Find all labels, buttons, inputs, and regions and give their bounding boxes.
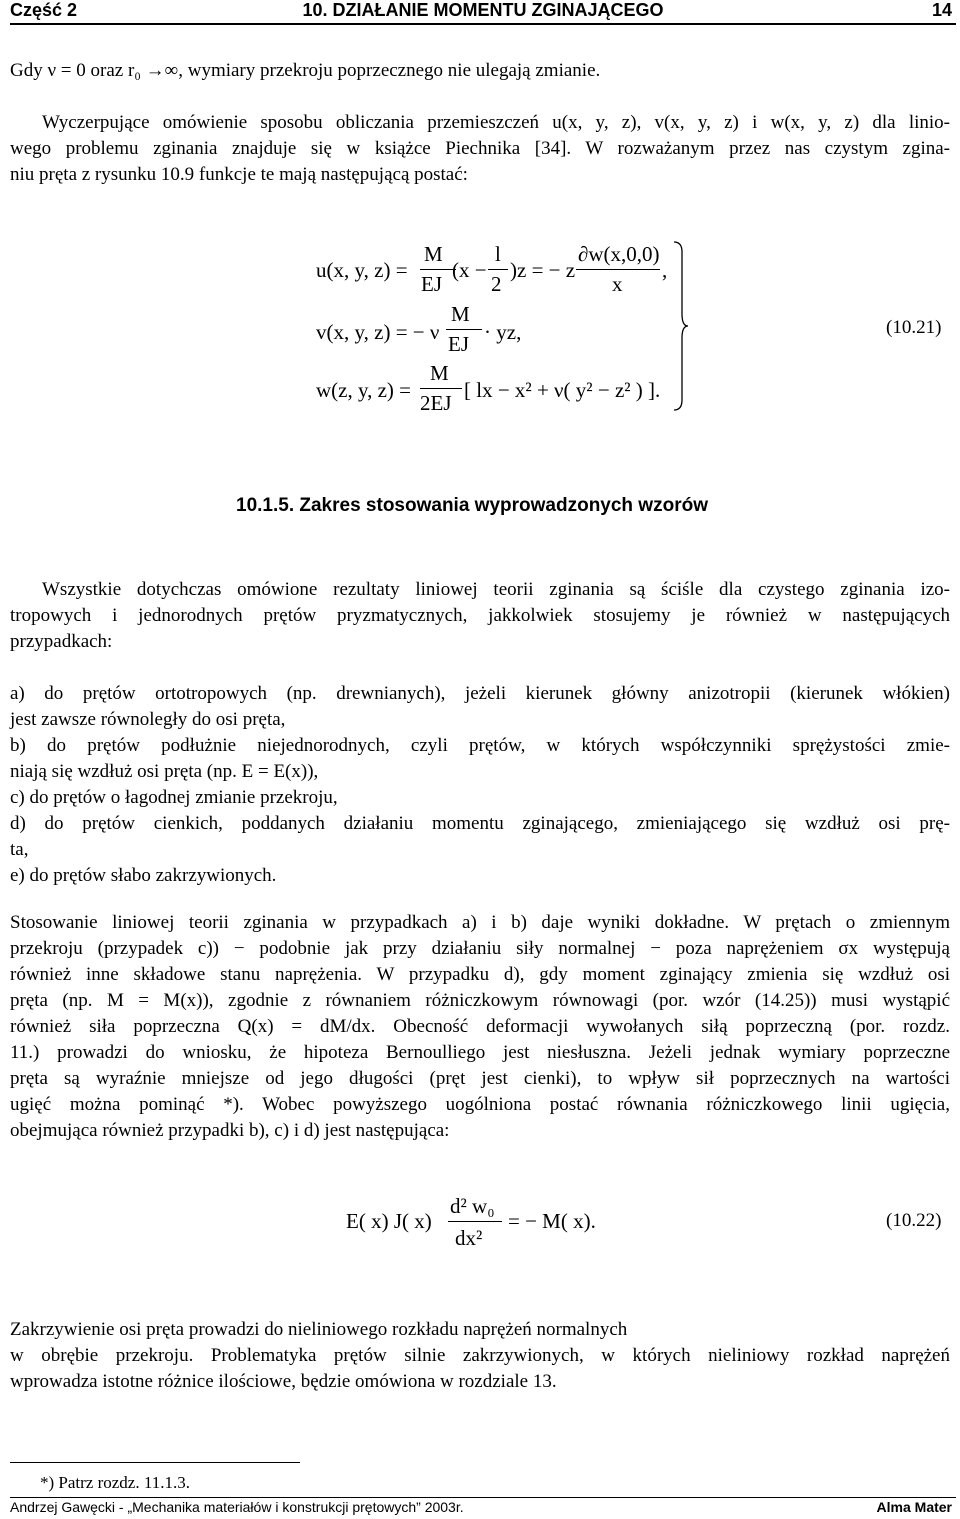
text-line: Stosowanie liniowej teorii zginania w przypadkach a) i b) daje wyniki dokładne. W prętach o zmiennym (10, 912, 950, 933)
eq2-lhs: E( x) J( x) (346, 1209, 432, 1233)
list-item: jest zawsze równoległy do osi pręta, (10, 709, 286, 730)
text-line: pręta (np. M = M(x)), zgodnie z równaniem różniczkowym równowagi (por. wzór (14.25)) musi wystąpić (10, 990, 950, 1011)
section-heading: 10.1.5. Zakres stosowania wyprowadzonych wzorów (236, 495, 708, 516)
paragraph-scope (10, 577, 950, 655)
list-item: ta, (10, 839, 29, 860)
eq-v-frac-den: EJ (448, 332, 469, 356)
eq-v-lhs: v(x, y, z) = − ν (316, 320, 440, 344)
eq-u-frac1-den: EJ (421, 272, 442, 296)
fraction-bar (576, 269, 660, 270)
part-label: Część 2 (10, 0, 78, 20)
text-line: Wyczerpujące omówienie sposobu obliczania przemieszczeń u(x, y, z), v(x, y, z) i w(x, y, z) dla linio- (42, 112, 950, 133)
text-line: ugięć można pominąć *). Wobec powyższego uogólniona postać równania różniczkowego linii ugięcia, (10, 1094, 950, 1115)
eq-w-tail: [ lx − x² + ν( y² − z² ) ]. (464, 378, 661, 402)
eq-w-frac-num: M (430, 361, 449, 385)
text-line: 11.) prowadzi do wniosku, że hipoteza Bernoulliego jest niesłuszna. Jeżeli jednak wymiary poprzeczne (10, 1042, 950, 1063)
eq-u-tail: )z = − z (510, 258, 576, 282)
eq-u-frac2-den: 2 (491, 272, 502, 296)
eq-u-mid: (x − (452, 258, 487, 282)
text-line: również inne składowe stanu naprężenia. W przypadku d), gdy moment zginający zmienia się wzdłuż osi (10, 964, 950, 985)
header-rule (10, 23, 956, 25)
text-line: niu pręta z rysunku 10.9 funkcje te mają następującą postać: (10, 164, 468, 185)
page-number: 14 (931, 0, 952, 20)
eq-u-comma: , (662, 258, 668, 282)
page-footer (10, 1499, 956, 1515)
text-line: Zakrzywienie osi pręta prowadzi do nieliniowego rozkładu naprężeń normalnych (10, 1319, 628, 1340)
eq2-frac-num: d² w₀ (450, 1194, 495, 1218)
equation-number: (10.21) (886, 317, 942, 338)
right-brace-icon (672, 240, 690, 412)
eq-v-frac-num: M (451, 302, 470, 326)
text-line: Wszystkie dotychczas omówione rezultaty liniowej teorii zginania są ściśle dla czystego zginania izo- (42, 579, 950, 600)
text-line: pręta są wyraźnie mniejsze od jego długości (pręt jest cienki), to wpływ sił poprzecznych na wartości (10, 1068, 950, 1089)
text-line: wprowadza istotne różnice ilościowe, będzie omówiona w rozdziale 13. (10, 1371, 557, 1392)
eq-w-frac-den: 2EJ (420, 391, 452, 415)
list-item: c) do prętów o łagodnej zmianie przekroju, (10, 787, 338, 808)
text-line: również siła poprzeczna Q(x) = dM/dx. Obecność deformacji wywołanych siłą poprzeczną (por. rozdz. (10, 1016, 950, 1037)
text-line: wego problemu zginania znajduje się w książce Piechnika [34]. W rozważanym przez nas czystym zgina- (10, 138, 950, 159)
fraction-bar (446, 329, 482, 330)
eq-u-frac3-num: ∂w(x,0,0) (578, 242, 660, 266)
eq-w-lhs: w(z, y, z) = (316, 378, 412, 402)
paragraph-intro (10, 58, 950, 84)
text-line: w obrębie przekroju. Problematyka prętów silnie zakrzywionych, w których nieliniowy rozkład naprężeń (10, 1345, 950, 1366)
paragraph-displacements (10, 110, 950, 188)
footer-citation: Andrzej Gawęcki - „Mechanika materiałów i konstrukcji prętowych” 2003r. (10, 1499, 464, 1515)
eq-u-frac2-num: l (495, 242, 501, 266)
footer-publisher: Alma Mater (876, 1499, 952, 1515)
eq-u-frac3-den: x (612, 272, 623, 296)
equation-number: (10.22) (886, 1210, 942, 1231)
list-item: niają się wzdłuż osi pręta (np. E = E(x)), (10, 761, 319, 782)
text-line: przypadkach: (10, 631, 113, 652)
fraction-bar (448, 1221, 502, 1222)
running-header (10, 0, 956, 22)
fraction-bar (420, 269, 456, 270)
footer-rule (10, 1497, 956, 1498)
eq-v-tail: · yz, (484, 320, 522, 344)
text-line: tropowych i jednorodnych prętów pryzmatycznych, jakkolwiek stosujemy je również w następujących (10, 605, 950, 626)
eq-u-lhs: u(x, y, z) = (316, 258, 408, 282)
chapter-title: 10. DZIAŁANIE MOMENTU ZGINAJĄCEGO (302, 0, 664, 20)
footnote: *) Patrz rozdz. 11.1.3. (40, 1473, 190, 1492)
case-list (10, 681, 950, 889)
footnote-rule (10, 1462, 300, 1463)
fraction-bar (488, 269, 508, 270)
fraction-bar (420, 388, 462, 389)
text-line: przekroju (przypadek c)) − podobnie jak przy działaniu siły normalnej − poza naprężeniem σx występują (10, 938, 950, 959)
list-item: d) do prętów cienkich, poddanych działaniu momentu zginającego, zmieniającego się wzdłuż osi prę- (10, 813, 950, 834)
list-item: a) do prętów ortotropowych (np. drewnianych), jeżeli kierunek główny anizotropii (kierunek włókien) (10, 683, 950, 704)
eq2-frac-den: dx² (455, 1226, 483, 1250)
list-item: b) do prętów podłużnie niejednorodnych, czyli prętów, w których współczynniki sprężystości zmie- (10, 735, 950, 756)
text-line: obejmująca również przypadki b), c) i d) jest następująca: (10, 1120, 450, 1141)
text-line: Gdy ν = 0 oraz r₀ →∞, wymiary przekroju poprzecznego nie ulegają zmianie. (10, 60, 601, 81)
list-item: e) do prętów słabo zakrzywionych. (10, 865, 277, 886)
paragraph-application (10, 910, 950, 1144)
eq2-rhs: = − M( x). (508, 1209, 596, 1233)
paragraph-curvature (10, 1317, 950, 1395)
eq-u-frac1-num: M (424, 242, 443, 266)
